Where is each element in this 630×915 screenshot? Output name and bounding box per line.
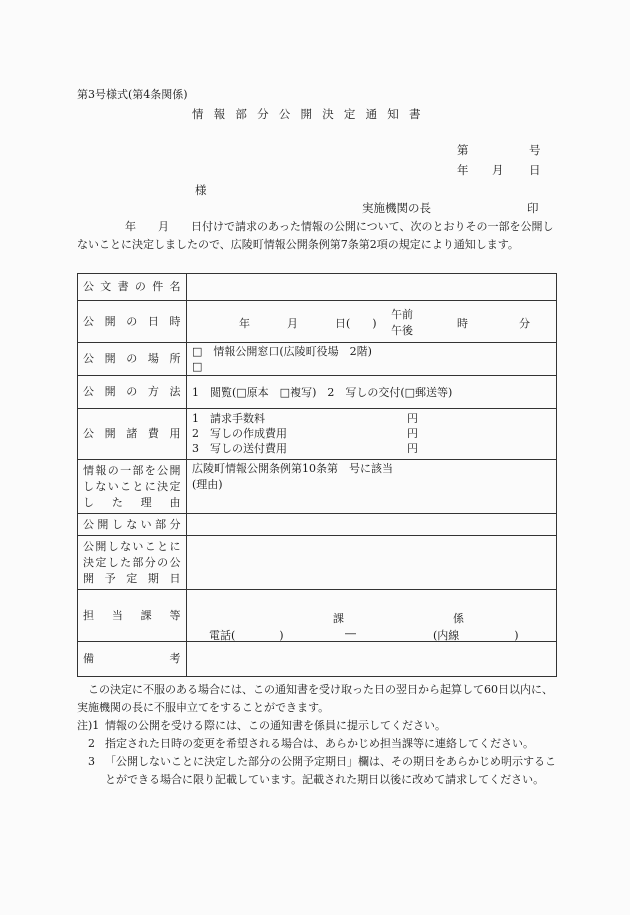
contact-kakari: 係 (453, 611, 464, 625)
addressee-suffix: 様 (195, 183, 207, 197)
issuer: 実施機関の長 (362, 201, 431, 215)
date-value[interactable] (187, 301, 557, 343)
fee-name: 1 請求手数料 (192, 412, 265, 426)
fees-value (187, 408, 557, 460)
place-option-2[interactable]: □ (192, 360, 203, 374)
row-scheduled-date (78, 536, 557, 590)
hour-label: 時 (457, 317, 468, 331)
contact-dash: ― (345, 626, 356, 640)
contact-ka: 課 (333, 611, 344, 625)
row-fees (78, 408, 557, 460)
row-method (78, 376, 557, 408)
nondisclosed-value[interactable] (187, 513, 557, 535)
fee-unit: 円 (407, 427, 418, 441)
scheduled-value[interactable] (187, 536, 557, 590)
date-month: 月 (287, 317, 298, 331)
label-cell (78, 274, 187, 301)
minute-label: 分 (519, 317, 530, 331)
date-year: 年 (239, 317, 250, 331)
form-id: 第3号様式(第4条関係) (77, 88, 188, 101)
fee-row (192, 411, 551, 426)
place-label: 公開の場所 (83, 352, 181, 366)
reason-line-2: (理由) (192, 478, 223, 492)
document-name-label: 公文書の件名 (83, 280, 181, 294)
note-number: 3 (88, 755, 95, 768)
page-title: 情報部分公開決定通知書 (192, 107, 431, 121)
notes (77, 681, 557, 789)
body-paragraph (77, 218, 557, 254)
row-place (78, 342, 557, 375)
note-item (77, 753, 557, 789)
contact-phone: 電話( ) (209, 628, 284, 642)
label-cell (78, 460, 187, 514)
row-reason (78, 460, 557, 514)
reason-line-1: 広陵町情報公開条例第10条第 号に該当 (192, 462, 393, 476)
number-suffix: 号 (529, 143, 541, 157)
remarks-label: 備考 (83, 652, 181, 666)
label-cell (78, 408, 187, 460)
row-remarks (78, 642, 557, 677)
label-cell (78, 513, 187, 535)
method-label: 公開の方法 (83, 384, 181, 398)
remarks-value[interactable] (187, 642, 557, 677)
document-name-value[interactable] (187, 274, 557, 301)
note-text: 指定された日時の変更を希望される場合は、あらかじめ担当課等に連絡してください。 (105, 737, 534, 750)
notice-table (77, 273, 557, 677)
pm-label: 午後 (391, 324, 413, 338)
body-paragraph-text: 年 月 日付けで請求のあった情報の公開について、次のとおりその一部を公開しないことに決定しましたので、広陵町情報公開条例第7条第2項の規定により通知します。 (77, 220, 554, 251)
date-day: 日( ) (335, 317, 377, 331)
label-cell (78, 342, 187, 375)
appeal-note: この決定に不服のある場合には、この通知書を受け取った日の翌日から起算して60日以内に、実施機関の長に不服申立てをすることができます。 (77, 683, 553, 714)
fee-name: 3 写しの送付費用 (192, 442, 287, 456)
place-option-1[interactable]: □ 情報公開窓口(広陵町役場 2階) (192, 345, 372, 359)
fee-row (192, 441, 551, 456)
row-nondisclosed (78, 513, 557, 535)
place-value (187, 342, 557, 375)
am-label: 午前 (391, 308, 413, 322)
date-day: 日 (529, 163, 541, 177)
method-value[interactable]: 1 閲覧(□原本 □複写) 2 写しの交付(□郵送等) (187, 376, 557, 408)
scheduled-label: 公開しないことに決定した部分の公開予定期日 (83, 539, 181, 585)
label-cell (78, 301, 187, 343)
fees-label: 公開諸費用 (83, 426, 181, 440)
note-number: 注)1 (77, 719, 100, 732)
reason-value[interactable] (187, 460, 557, 514)
number-prefix: 第 (457, 143, 469, 157)
fee-row (192, 426, 551, 441)
reason-label: 情報の一部を公開しないことに決定した理由 (83, 463, 181, 509)
seal: 印 (527, 201, 539, 215)
row-contact (78, 589, 557, 642)
row-date (78, 301, 557, 343)
date-label: 公開の日時 (83, 314, 181, 328)
row-document-name (78, 274, 557, 301)
contact-value[interactable] (187, 589, 557, 642)
nondisclosed-label: 公開しない部分 (83, 517, 181, 531)
contact-extension: (内線 ) (433, 628, 519, 642)
fee-unit: 円 (407, 412, 418, 426)
fee-unit: 円 (407, 442, 418, 456)
label-cell (78, 536, 187, 590)
label-cell (78, 376, 187, 408)
note-item (77, 717, 557, 735)
fee-name: 2 写しの作成費用 (192, 427, 287, 441)
note-text: 「公開しないことに決定した部分の公開予定期日」欄は、その期日をあらかじめ明示することができる場合に限り記載しています。記載された期日以後に改めて請求してください。 (105, 755, 556, 786)
date-year: 年 (457, 163, 469, 177)
note-text: 情報の公開を受ける際には、この通知書を係員に提示してください。 (105, 719, 446, 732)
label-cell (78, 642, 187, 677)
note-number: 2 (88, 737, 95, 750)
date-month: 月 (492, 163, 504, 177)
label-cell (78, 589, 187, 642)
note-item (77, 735, 557, 753)
contact-label: 担当課等 (83, 608, 181, 622)
